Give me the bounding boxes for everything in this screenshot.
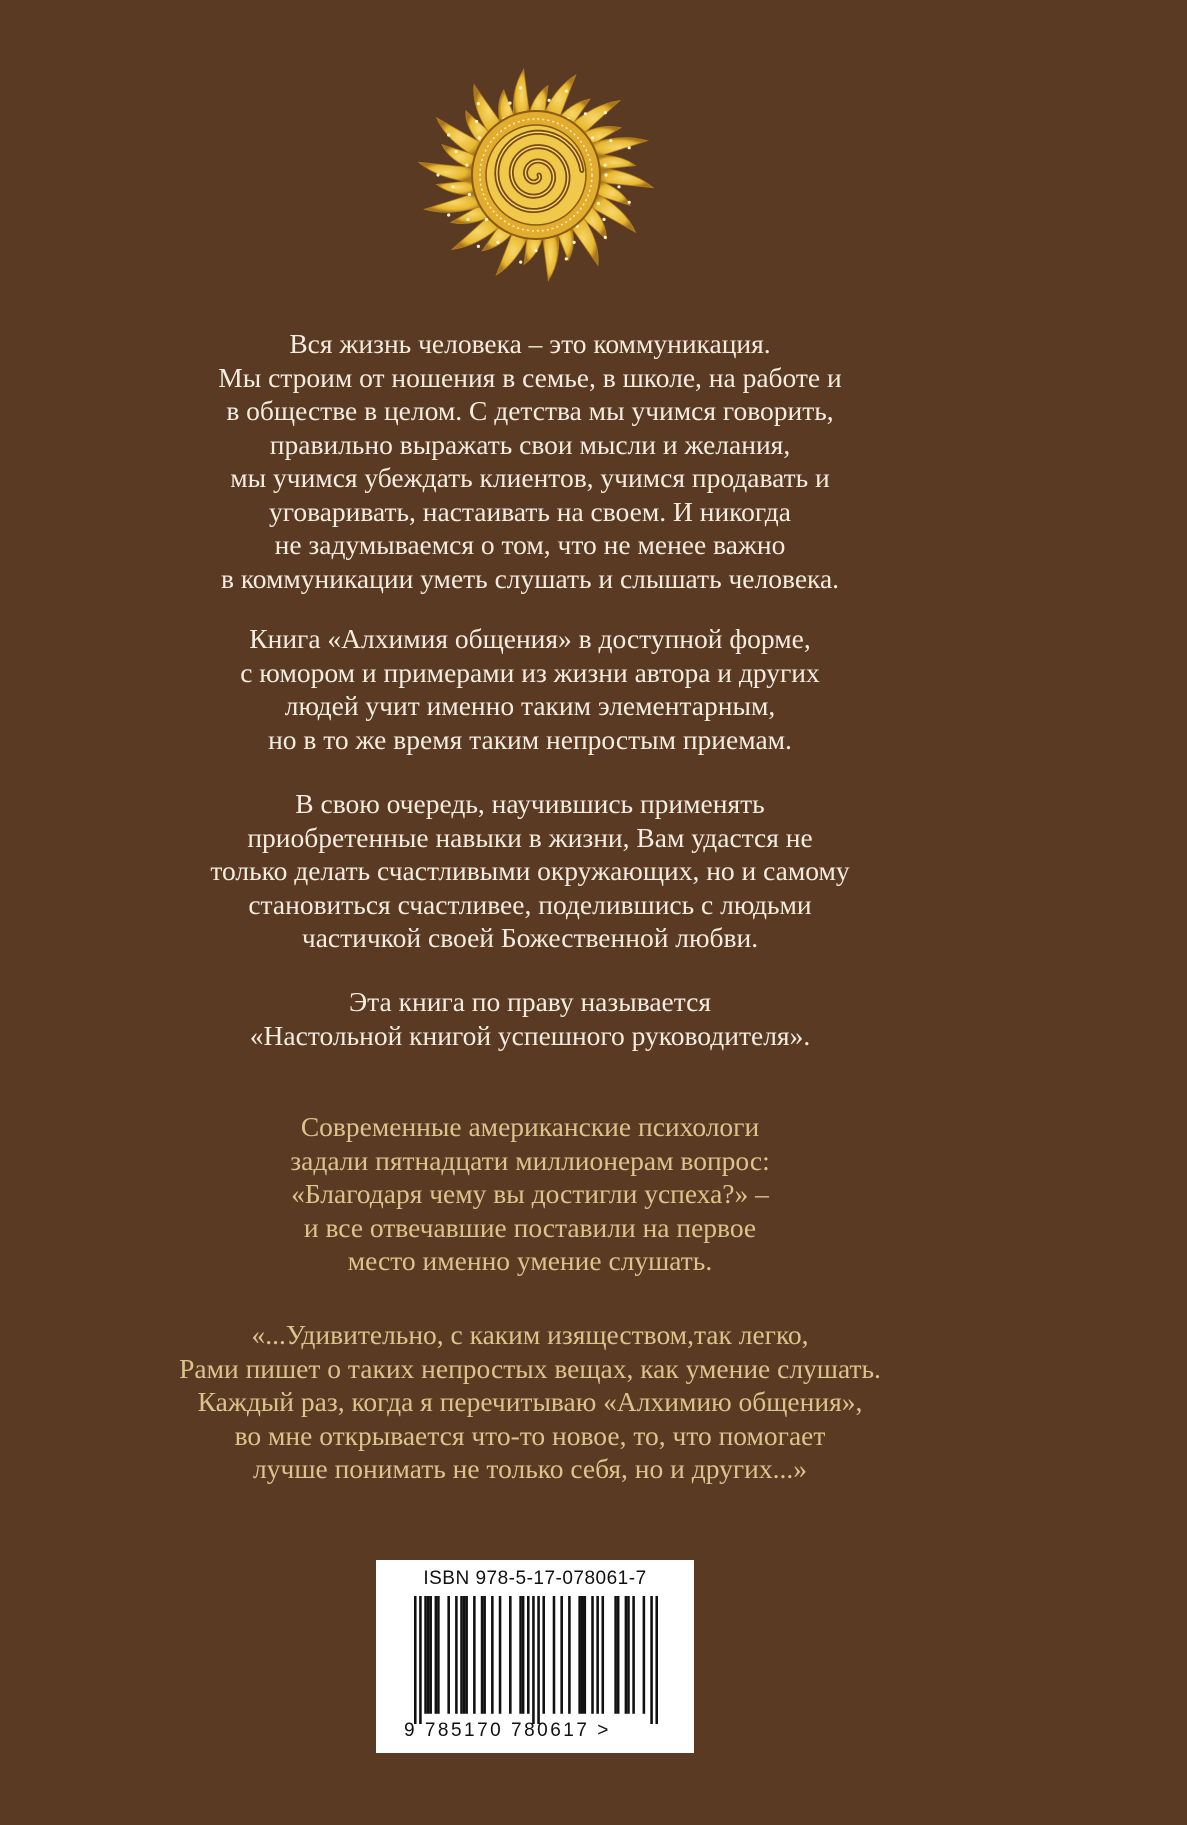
text-line: в обществе в целом. С детства мы учимся говорить, — [226, 395, 834, 426]
text-line: не задумываемся о том, что не менее важно — [274, 529, 786, 560]
barcode-bar — [581, 1596, 584, 1714]
barcode-bar — [560, 1596, 563, 1714]
text-line: Современные американские психологи — [300, 1111, 760, 1142]
text-line: «...Удивительно, с каким изяществом,так легко, — [251, 1319, 809, 1350]
barcode-bar — [483, 1596, 486, 1714]
text-line: «Настольной книгой успешного руководителя». — [249, 1019, 811, 1051]
barcode-bar — [542, 1596, 545, 1714]
text-line: задали пятнадцати миллионерам вопрос: — [290, 1144, 770, 1176]
barcode-bar — [460, 1596, 463, 1714]
barcode-bar — [499, 1596, 502, 1714]
handbook-paragraph — [110, 985, 950, 1052]
barcode-bar — [601, 1596, 604, 1714]
barcode-bar — [465, 1596, 468, 1714]
text-line: Эта книга по праву называется — [349, 986, 711, 1017]
text-line: лучше понимать не только себя, но и других...» — [253, 1453, 807, 1484]
benefit-paragraph — [110, 787, 950, 955]
intro-paragraph — [110, 327, 950, 595]
barcode-bar — [643, 1596, 646, 1714]
barcode-bar — [614, 1596, 617, 1714]
barcode-bar — [596, 1596, 599, 1714]
text-line: правильно выражать свои мысли и желания, — [269, 428, 791, 460]
text-line: приобретенные навыки в жизни, Вам удастся не — [247, 821, 813, 853]
text-line: но в то же время таким непростым приемам. — [268, 723, 792, 755]
barcode-bar — [584, 1596, 587, 1714]
book-description-paragraph — [110, 622, 950, 756]
text-line: место именно умение слушать. — [347, 1245, 713, 1276]
text-line: становиться счастливее, поделившись с людьми — [248, 888, 812, 920]
barcode-bar — [591, 1596, 594, 1714]
text-line: Вся жизнь человека – это коммуникация. — [289, 328, 771, 359]
text-line: Мы строим от ношения в семье, в школе, на работе и — [218, 361, 842, 393]
barcode-bar — [481, 1596, 484, 1714]
golden-spiral-sun-icon — [394, 50, 678, 300]
text-line: В свою очередь, научившись применять — [295, 788, 765, 819]
barcode-bar — [522, 1596, 525, 1714]
barcode-bar — [437, 1596, 440, 1714]
barcode-bar — [617, 1596, 620, 1714]
barcode-bar — [625, 1596, 628, 1714]
barcode-bar — [632, 1596, 635, 1714]
barcode-bar — [455, 1596, 458, 1714]
psychologists-paragraph — [110, 1110, 950, 1278]
barcode-bar — [532, 1596, 535, 1724]
text-line: «Благодаря чему вы достигли успеха?» – — [291, 1178, 769, 1209]
barcode-bar — [414, 1596, 417, 1724]
barcode-bar — [627, 1596, 630, 1714]
barcode-bar — [578, 1596, 581, 1714]
barcode-bar — [527, 1596, 530, 1714]
barcode-bars — [414, 1596, 658, 1724]
barcode-bar — [429, 1596, 432, 1714]
isbn-label: ISBN 978-5-17-078061-7 — [423, 1568, 647, 1589]
isbn-barcode — [376, 1560, 694, 1753]
barcode-bar — [509, 1596, 512, 1714]
barcode-bar — [424, 1596, 427, 1714]
text-line: Каждый раз, когда я перечитываю «Алхимию общения», — [197, 1386, 863, 1417]
barcode-digits: 9 785170 780617 > — [404, 1720, 611, 1741]
text-line: мы учимся убеждать клиентов, учимся продавать и — [230, 462, 830, 493]
barcode-bar — [435, 1596, 438, 1714]
text-line: уговаривать, настаивать на своем. И никогда — [268, 495, 791, 527]
barcode-bar — [568, 1596, 571, 1714]
barcode-bar — [447, 1596, 450, 1714]
barcode-bar — [419, 1596, 422, 1724]
text-line: только делать счастливыми окружающих, но и самому — [210, 855, 850, 886]
text-line: Рами пишет о таких непростых вещах, как умение слушать. — [179, 1352, 881, 1384]
barcode-bar — [537, 1596, 540, 1724]
barcode-bar — [553, 1596, 556, 1714]
barcode-bar — [519, 1596, 522, 1714]
barcode-bar — [655, 1596, 658, 1724]
text-line: людей учит именно таким элементарным, — [284, 690, 776, 721]
text-line: с юмором и примерами из жизни автора и других — [240, 656, 820, 688]
barcode-bar — [463, 1596, 466, 1714]
reader-quote-paragraph — [110, 1318, 950, 1486]
text-line: и все отвечавшие поставили на первое — [303, 1211, 757, 1243]
text-line: в коммуникации уметь слушать и слышать человека. — [220, 562, 840, 594]
text-line: во мне открывается что-то новое, то, что помогает — [234, 1419, 826, 1451]
barcode-bar — [650, 1596, 653, 1724]
text-line: Книга «Алхимия общения» в доступной форме, — [249, 623, 811, 654]
barcode-bar — [427, 1596, 430, 1714]
barcode-bar — [473, 1596, 476, 1714]
text-line: частичкой своей Божественной любви. — [301, 922, 759, 953]
barcode-bar — [491, 1596, 494, 1714]
